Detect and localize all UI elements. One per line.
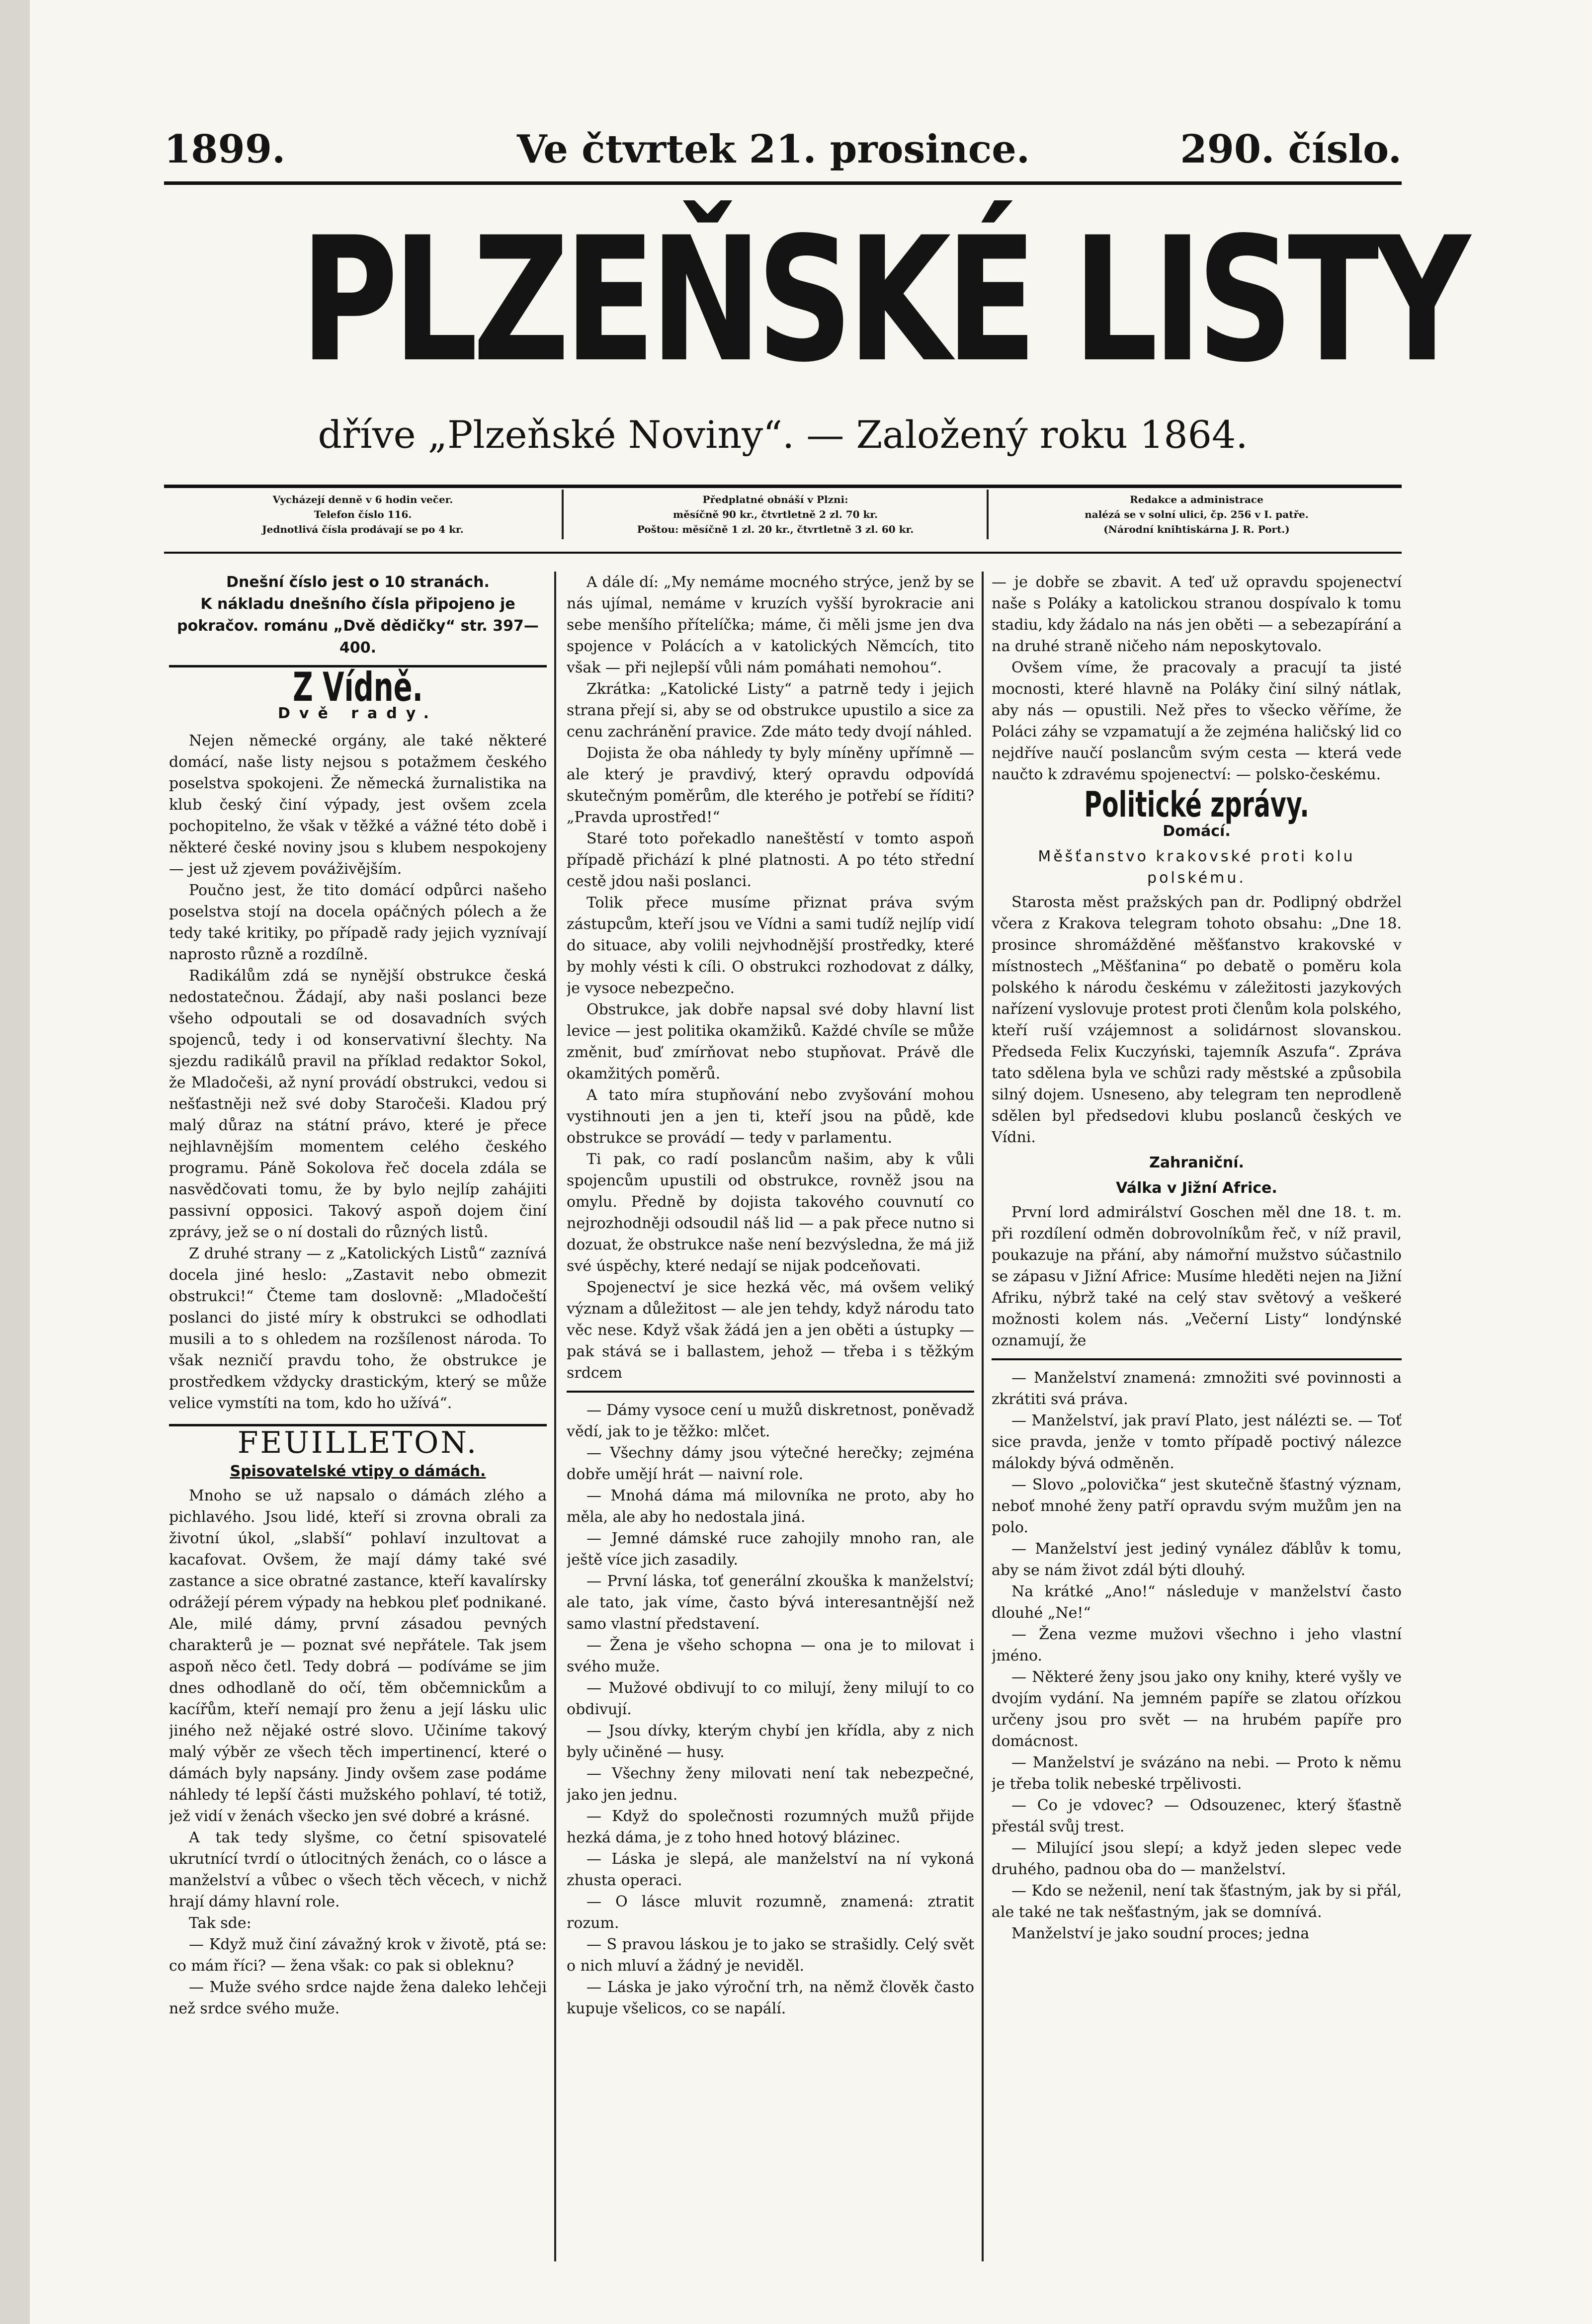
column-left — [169, 572, 547, 2251]
aphorism: — Milující jsou slepí; a když jeden slepec vede druhého, padnou oba do — manželství. — [992, 1839, 1402, 1878]
info-line: Předplatné obnáší v Plzni: — [702, 494, 848, 505]
aphorism: Na krátké „Ano!“ následuje v manželství často dlouhé „Ne!“ — [992, 1583, 1402, 1622]
column-divider — [982, 572, 984, 2261]
article-paragraph: Zkrátka: „Katolické Listy“ a patrně tedy i jejich strana přejí si, aby se od obstrukce upustilo a sice za cenu zachránění pravice. Zde máto tedy dvojí náhled. — [567, 680, 974, 741]
dateline — [164, 127, 1402, 181]
article-paragraph: Spojenectví je sice hezká věc, má ovšem veliký význam a důležitost — ale jen tehdy, když národu tato věc nese. Když však žádá jen a jen oběti a ústupky — pak stává se i ballastem, jehož — třeba i s těžkým srdcem — [567, 1279, 974, 1382]
newspaper-subtitle: dříve „Plzeňské Noviny“. — Založený roku 1864. — [318, 413, 1248, 457]
aphorism: — Láska je jako výroční trh, na němž člověk často kupuje všelicos, co se napálí. — [567, 1979, 974, 2017]
article-heading: Z Vídně. — [293, 664, 423, 710]
article-subheading: Dvě rady. — [278, 705, 438, 722]
feuilleton-paragraph: — Muže svého srdce najde žena daleko lehčeji než srdce svého muže. — [169, 1979, 547, 2017]
aphorism: — Všechny ženy milovati není tak nebezpečné, jako jen jednu. — [567, 1765, 974, 1804]
article-paragraph: — je dobře se zbavit. A teď už opravdu spojenectví naše s Poláky a katolickou stranou dospívalo k tomu stadiu, kdy žádalo na nás jen oběti — a sebezapírání a na druhé straně ničeho nám neposkytovalo. — [992, 574, 1402, 655]
aphorism: — S pravou láskou je to jako se strašidly. Celý svět o nich mluví a žádný je neviděl. — [567, 1936, 974, 1975]
scan-margin — [0, 0, 30, 2324]
article-paragraph: A tato míra stupňování nebo zvyšování mohou vystihnouti jen a jen ti, kteří jsou na půdě, kde obstrukce se provádí — tedy v parlamentu. — [567, 1086, 974, 1147]
feuilleton-paragraph: — Když muž činí závažný krok v životě, ptá se: co mám říci? — žena však: co pak si obleknu? — [169, 1936, 547, 1975]
info-line: Poštou: měsíčně 1 zl. 20 kr., čtvrtletně 3 zl. 60 kr. — [637, 523, 914, 535]
article-paragraph: Radikálům zdá se nynější obstrukce česká nedostatečnou. Žádají, aby naši poslanci beze všeho odpoutali se od dosavadních svých spojenců, tedy i od konservativní šlechty. Na sjezdu radikálů pravil na příklad redaktor Sokol, že Mladočeši, až nyní provádí obstrukci, vedou si nešťastněji než své doby Staročeši. Kladou prý malý důraz na státní právo, které je přece nejhlavnějším momentem celého českého programu. Páně Sokolova řeč docela zdála se nasvědčovati tomu, že by bylo nejlíp zahájiti passivní opposici. Takový aspoň dojem činí zprávy, jež se o ní dostali do různých listů. — [169, 967, 547, 1241]
aphorism: — Manželství, jak praví Plato, jest nálézti se. — Toť sice pravda, jenže v tomto případě poctivý nálezce málokdy bývá odměněn. — [992, 1412, 1402, 1472]
aphorism: — Manželství jest jediný vynález ďáblův k tomu, aby se nám život zdál býti dlouhý. — [992, 1540, 1402, 1579]
politics-heading: Politické zprávy. — [1084, 784, 1309, 825]
info-line: nalézá se v solní ulici, čp. 256 v I. patře. — [1085, 508, 1309, 520]
domestic-label: Domácí. — [1163, 823, 1231, 840]
column-divider — [554, 572, 556, 2261]
feuilleton-paragraph: Mnoho se už napsalo o dámách zlého a pichlavého. Jsou lidé, kteří si zrovna obrali za životní úkol, „slabší“ pohlaví inzultovat a kacafovat. Ovšem, že mají dámy také své zastance a sice obratné zastance, kteří kavalírsky odrážejí pérem výpady na hebkou pleť podnikané. Ale, milé dámy, první zásadou pevných charakterů je — poznat své nepřátele. Tak jsem aspoň něco četl. Tedy dobrá — podíváme se jim dnes odhodlaně do očí, těm občemnickům a kacířům, kteří nemají pro ženu a její lásku ulic jiného než nějaké ostré slovo. Učiníme takový malý výběr ze všech těch impertinencí, které o dámách byly napsány. Jindy ovšem zase podáme náhledy té lepší části mužského pohlaví, té totiž, jež vidí v ženách všecko jen své dobré a krásné. — [169, 1487, 547, 1825]
aphorism: — Jemné dámské ruce zahojily mnoho ran, ale ještě více jich zasadily. — [567, 1530, 974, 1569]
info-line: (Národní knihtiskárna J. R. Port.) — [1103, 523, 1290, 535]
column-right — [992, 572, 1402, 2251]
notice-line: K nákladu dnešního čísla připojeno je pokračov. románu „Dvě dědičky“ str. 397—400. — [177, 595, 539, 657]
article-paragraph: Nejen německé orgány, ale také některé domácí, naše listy nejsou s potažmem českého poselstva spokojeni. Že německá žurnalistika na klub český činí výpady, jest ovšem zcela pochopitelno, že však v těžké a vážné této době i některé české noviny jsou s klubem nespokojeny — jest už zjevem pováživějším. — [169, 732, 547, 878]
aphorism: — První láska, toť generální zkouška k manželství; ale tato, jak víme, často bývá interesantnější než samo vlastní představení. — [567, 1573, 974, 1633]
article-paragraph: Z druhé strany — z „Katolických Listů“ zaznívá docela jiné heslo: „Zastavit nebo obmezit obstrukci!“ Čteme tam doslovně: „Mladočeští poslanci do jisté míry k obstrukci se odhodlati musili a to s ohledem na rozšílenost národa. To však nezničí pravdu toho, že obstrukce je prostředkem vždycky drastickým, který se může velice vymstíti na tom, kdo ho užívá“. — [169, 1245, 547, 1412]
aphorism: — Všechny dámy jsou výtečné herečky; zejména dobře umějí hrát — naivní role. — [567, 1444, 974, 1483]
article-paragraph: Poučno jest, že tito domácí odpůrci našeho poselstva stojí na docela opáčných pólech a že tedy také kritiky, po případě rady jejich vyznívají naprosto různě a rozdílně. — [169, 882, 547, 963]
aphorism: — Žena je všeho schopna — ona je to milovat i svého muže. — [567, 1637, 974, 1675]
top-rule — [164, 181, 1402, 185]
aphorism: — Mnohá dáma má milovníka ne proto, aby ho měla, ale aby ho nedostala jiná. — [567, 1487, 974, 1526]
column-center — [567, 572, 974, 2251]
info-publication — [164, 492, 562, 547]
info-subscription — [567, 492, 984, 547]
info-bottom-rule — [164, 552, 1402, 554]
notice-line: Dnešní číslo jest o 10 stranách. — [226, 574, 490, 591]
aphorism: Manželství je jako soudní proces; jedna — [1011, 1925, 1310, 1942]
aphorism: — O lásce mluvit rozumně, znamená: ztratit rozum. — [567, 1893, 974, 1932]
foreign-label: Zahraniční. — [1149, 1154, 1244, 1171]
info-editorial — [992, 492, 1402, 547]
masthead-bottom-rule — [164, 485, 1402, 488]
article-paragraph: A dále dí: „My nemáme mocného strýce, jenž by se nás ujímal, nemáme v kruzích vyšší byrokracie ani sebe menšího přítelíčka; máme, či měli jsme jen dva spojence v Polácích a v katolických Němcích, tito však — při nejlepší vůli nám pomáhati nemohou“. — [567, 574, 974, 676]
news-paragraph: Starosta měst pražských pan dr. Podlipný obdržel včera z Krakova telegram tohoto obsahu: „Dne 18. prosince shromážděné měšťanstvo krakovské v místnostech „Měšťanina“ po debatě o poměru kola polského k národu českému v záležitosti jazykových nařízení vyslovuje protest proti členům kola polského, kteří ruší vzájemnost a solidárnost slovanskou. Předseda Felix Kuczyński, tajemník Aszufa“. Zpráva tato sdělena byla ve schůzi rady městské a způsobila silný dojem. Usneseno, aby telegram ten neprodleně sdělen byl předsedovi klubu poslanců českých ve Vídni. — [992, 894, 1402, 1146]
info-line: Redakce a administrace — [1130, 494, 1263, 505]
info-line: Vycházejí denně v 6 hodin večer. — [272, 494, 453, 505]
feuilleton-paragraph: A tak tedy slyšme, co četní spisovatelé ukrutnící tvrdí o útlocitných ženách, co o lásce a manželství a vůbec o všech těch věcech, v nichž hrají dámy hlavní role. — [169, 1829, 547, 1910]
year: 1899. — [164, 127, 286, 172]
article-paragraph: Ovšem víme, že pracovaly a pracují ta jisté mocnosti, které hlavně na Poláky činí silný nátlak, aby nás — opustili. Než přes to všecko věříme, že Poláci záhy se vzpamatují a že zejména haličský lid co nejdříve naučí poslancům svým cesta — která vede naučto k zdravému spojenectví: — polsko-českému. — [992, 659, 1402, 783]
article-paragraph: Tolik přece musíme přiznat práva svým zástupcům, kteří jsou ve Vídni a sami tudíž nejlíp vidí do situace, aby volili nejvhodnější prostředky, které by mohly vésti k cíli. O obstrukci rozhodovat z dálky, je vysoce nebezpečno. — [567, 894, 974, 997]
feuilleton-paragraph: Tak sde: — [189, 1914, 251, 1932]
info-line: Telefon číslo 116. — [314, 508, 412, 520]
issue-notice — [169, 572, 547, 667]
issue-number: 290. číslo. — [1180, 127, 1402, 172]
info-line: Jednotlivá čísla prodávají se po 4 kr. — [262, 523, 464, 535]
domestic-title: Měšťanstvo krakovské proti kolu polskému. — [1038, 848, 1355, 887]
aphorism: — Slovo „polovička“ jest skutečně šťastný význam, neboť mnohé ženy patří opravdu svým mužům jen na polo. — [992, 1476, 1402, 1536]
aphorism: — Jsou dívky, kterým chybí jen křídla, aby z nich byly učiněné — husy. — [567, 1722, 974, 1761]
info-line: měsíčně 90 kr., čtvrtletně 2 zl. 70 kr. — [672, 508, 878, 520]
section-rule — [992, 1358, 1402, 1360]
news-paragraph: První lord admirálství Goschen měl dne 18. t. m. při rozdílení odměn dobrovolníkům řeč, v níž pravil, poukazuje na přání, aby námořní mužstvo súčastnilo se zápasu v Jižní Africe: Musíme hleděti nejen na Jižní Afriku, nýbrž také na celý stav světový a veškeré možnosti kolem nás. „Večerní Listy“ londýnské oznamují, že — [992, 1204, 1402, 1349]
foreign-title: Válka v Jižní Africe. — [1116, 1179, 1277, 1197]
aphorism: — Láska je slepá, ale manželství na ní vykoná zhusta operaci. — [567, 1850, 974, 1889]
section-rule — [567, 1391, 974, 1393]
aphorism: — Některé ženy jsou jako ony knihy, které vyšly ve dvojím vydání. Na jemném papíře se zlatou ořízkou určeny jsou pro svět — na hrubém papíře pro domácnost. — [992, 1668, 1402, 1750]
article-paragraph: Ti pak, co radí poslancům našim, aby k vůli spojencům upustili od obstrukce, rovněž jsou na omylu. Předně by dojista takového couvnutí co nejrozhodněji odsoudil náš lid — a pak přece nutno si dozuat, že obstrukce naše není bezvýsledna, že má již své úspěchy, které nedají se nijak podceňovati. — [567, 1151, 974, 1275]
aphorism: — Kdo se neženil, není tak šťastným, jak by si přál, ale také ne tak nešťastným, jak se domnívá. — [992, 1882, 1402, 1921]
article-paragraph: Staré toto pořekadlo naneštěstí v tomto aspoň případě přichází k plné platnosti. A po této střední cestě jdou naši poslanci. — [567, 830, 974, 890]
aphorism: — Dámy vysoce cení u mužů diskretnost, poněvadž vědí, jak to je těžko: mlčet. — [567, 1402, 974, 1440]
article-paragraph: Obstrukce, jak dobře napsal své doby hlavní list levice — jest politika okamžiků. Každé chvíle se může změnit, buď zmírňovat nebo stupňovat. Právě dle okamžitých poměrů. — [567, 1001, 974, 1082]
aphorism: — Co je vdovec? — Odsouzenec, který šťastně přestál svůj trest. — [992, 1797, 1402, 1835]
aphorism: — Když do společnosti rozumných mužů přijde hezká dáma, je z toho hned hotový blázinec. — [567, 1808, 974, 1846]
newspaper-title: PLZEŇSKÉ LISTY — [300, 201, 1465, 400]
issue-date: Ve čtvrtek 21. prosince. — [517, 127, 1030, 172]
aphorism: — Mužové obdivují to co milují, ženy milují to co obdivují. — [567, 1679, 974, 1718]
info-divider — [562, 490, 564, 539]
feuilleton-heading: Spisovatelské vtipy o dámách. — [230, 1463, 486, 1480]
aphorism: — Manželství je svázáno na nebi. — Proto k němu je třeba tolik nebeské trpělivosti. — [992, 1754, 1402, 1793]
info-divider — [987, 490, 989, 539]
article-paragraph: Dojista že oba náhledy ty byly míněny upřímně — ale který je pravdivý, který opravdu odpovídá skutečným poměrům, dle kterého je potřebí se říditi? „Pravda uprostřed!“ — [567, 745, 974, 826]
aphorism: — Manželství znamená: zmnožiti své povinnosti a zkrátiti svá práva. — [992, 1369, 1402, 1408]
aphorism: — Žena vezme mužovi všechno i jeho vlastní jméno. — [992, 1626, 1402, 1664]
feuilleton-title: FEUILLETON. — [169, 1424, 547, 1454]
